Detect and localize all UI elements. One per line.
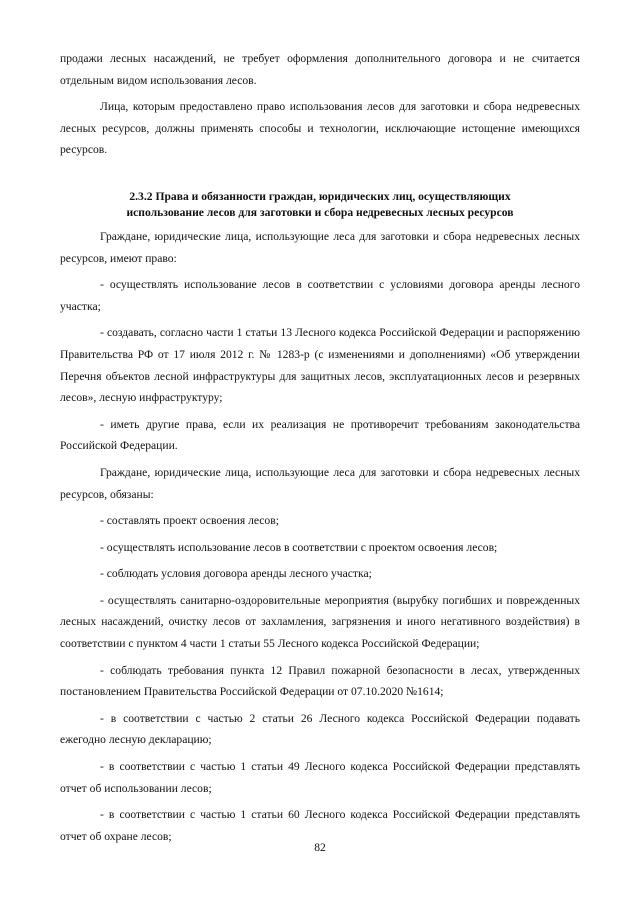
paragraph: Граждане, юридические лица, использующие леса для заготовки и сбора недревесных лесных ресурсов, обязаны: <box>60 465 580 501</box>
list-item: - в соответствии с частью 1 статьи 49 Лесного кодекса Российской Федерации представлять отчет об использовании лесов; <box>60 760 580 795</box>
paragraph-continuation: продажи лесных насаждений, не требует оформления дополнительного договора и не считается отдельным видом использования лесов. <box>60 52 580 87</box>
paragraph: Граждане, юридические лица, использующие леса для заготовки и сбора недревесных лесных ресурсов, имеют право: <box>60 229 580 265</box>
paragraph: Лица, которым предоставлено право использования лесов для заготовки и сбора недревесных лесных ресурсов, должны применять способы и технологии, исключающие истощение имеющихся ресурсов. <box>60 100 580 157</box>
list-item: - соблюдать условия договора аренды лесного участка; <box>100 567 372 581</box>
list-item: - в соответствии с частью 1 статьи 60 Лесного кодекса Российской Федерации представлять отчет об охране лесов; <box>60 808 580 843</box>
list-item: - в соответствии с частью 2 статьи 26 Лесного кодекса Российской Федерации подавать ежегодно лесную декларацию; <box>60 711 580 747</box>
list-item: - иметь другие права, если их реализация не противоречит требованиям законодательства Российской Федерации. <box>60 417 580 453</box>
list-item: - создавать, согласно части 1 статьи 13 Лесного кодекса Российской Федерации и распоряжению Правительства РФ от 17 июля 2012 г. № 1283-р (с изменениями и дополнениями) «Об утверждении Перечня объектов лесной инфраструктуры для защитных лесов, эксплуатационных лесов и резервных лесов», лесную инфраструктуру; <box>60 326 580 405</box>
section-heading: 2.3.2 Права и обязанности граждан, юридических лиц, осуществляющих использование лесов для заготовки и сбора недревесных лесных ресурсов <box>126 189 514 219</box>
page-number: 82 <box>314 841 326 854</box>
document-page <box>60 48 580 847</box>
list-item: - осуществлять использование лесов в соответствии с условиями договора аренды лесного участка; <box>60 278 580 313</box>
list-item: - осуществлять санитарно-оздоровительные мероприятия (вырубку погибших и поврежденных лесных насаждений, очистку лесов от захламления, загрязнения и иного негативного воздействия) в соответствии с пунктом 4 части 1 статьи 55 Лесного кодекса Российской Федерации; <box>60 593 580 651</box>
list-item: - соблюдать требования пункта 12 Правил пожарной безопасности в лесах, утвержденных постановлением Правительства Российской Федерации от 07.10.2020 №1614; <box>60 663 580 699</box>
list-item: - осуществлять использование лесов в соответствии с проектом освоения лесов; <box>100 540 498 554</box>
list-item: - составлять проект освоения лесов; <box>100 514 279 528</box>
